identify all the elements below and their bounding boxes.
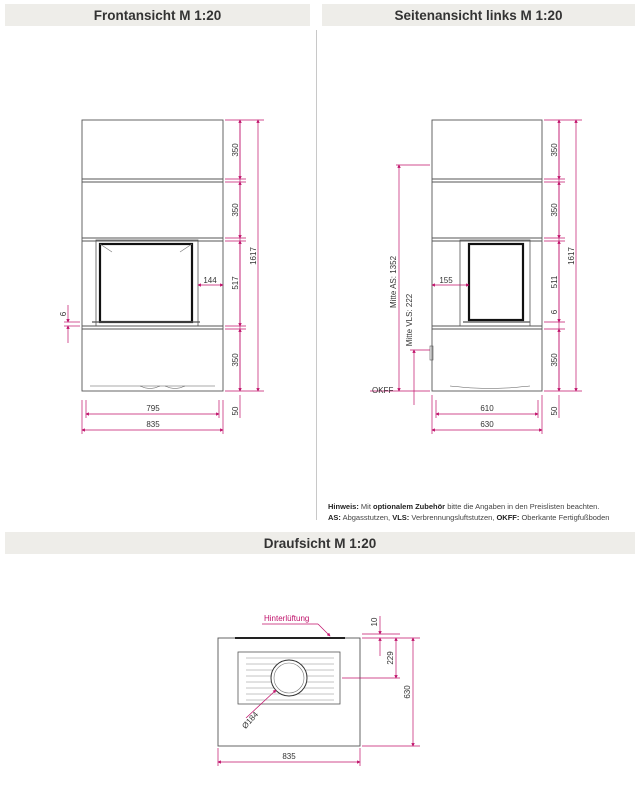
side-okff: OKFF <box>372 386 394 395</box>
side-dim-610: 610 <box>480 404 494 413</box>
side-dim-1617: 1617 <box>567 247 576 265</box>
hinweis-label: Hinweis: <box>328 502 359 511</box>
side-mitte-as: Mitte AS: 1352 <box>389 255 398 309</box>
front-firebox <box>96 240 198 326</box>
front-dim-50: 50 <box>231 406 240 416</box>
top-view-drawing <box>218 638 360 746</box>
as-label: AS: <box>328 513 341 522</box>
front-outline <box>82 120 223 391</box>
top-dim-835: 835 <box>282 752 296 761</box>
side-dim-350-bottom: 350 <box>550 353 559 367</box>
front-view-title: Frontansicht M 1:20 <box>93 7 222 23</box>
top-hinterlueftung: Hinterlüftung <box>264 614 310 623</box>
legend-note <box>328 501 638 523</box>
front-dim-6: 6 <box>59 311 68 317</box>
side-dim-50: 50 <box>550 406 559 416</box>
top-dimension-labels <box>240 614 412 761</box>
top-dim-229: 229 <box>386 651 395 665</box>
front-dim-350-top: 350 <box>231 143 240 157</box>
side-dim-511: 511 <box>550 275 559 289</box>
side-dim-155: 155 <box>439 276 453 285</box>
side-dimension-labels <box>372 143 576 429</box>
top-dim-10: 10 <box>370 617 379 627</box>
front-glass <box>100 244 192 322</box>
top-dim-630: 630 <box>403 685 412 699</box>
front-dim-350-upper: 350 <box>231 203 240 217</box>
side-mitte-vls: Mitte VLS: 222 <box>405 293 414 347</box>
hinweis-line <box>328 501 638 512</box>
okff-text: Oberkante Fertigfußboden <box>519 513 610 522</box>
as-text: Abgasstutzen, <box>340 513 393 522</box>
front-dim-1617: 1617 <box>249 247 258 265</box>
front-dim-350-bottom: 350 <box>231 353 240 367</box>
front-dim-835: 835 <box>146 420 160 429</box>
hinweis-text-2: bitte die Angaben in den Preislisten beachten. <box>445 502 600 511</box>
side-glass <box>469 244 523 320</box>
side-firebox <box>460 240 530 326</box>
front-dim-144: 144 <box>203 276 217 285</box>
side-dim-6: 6 <box>550 309 559 315</box>
top-dim-diameter: Ø184 <box>240 710 261 731</box>
side-dim-630: 630 <box>480 420 494 429</box>
top-flue-outlet <box>271 660 307 696</box>
front-view-drawing <box>82 120 223 391</box>
side-dim-350-upper: 350 <box>550 203 559 217</box>
abbreviations-line <box>328 512 638 523</box>
front-dim-795: 795 <box>146 404 160 413</box>
side-outline <box>432 120 542 391</box>
vls-label: VLS: <box>392 513 410 522</box>
side-dim-350-top: 350 <box>550 143 559 157</box>
side-view-drawing <box>430 120 542 391</box>
hinweis-bold: optionalem Zubehör <box>373 502 446 511</box>
side-view-title: Seitenansicht links M 1:20 <box>394 7 563 23</box>
vls-text: Verbrennungsluftstutzen, <box>409 513 497 522</box>
front-dim-517: 517 <box>231 276 240 290</box>
hinweis-text-1: Mit <box>358 502 374 511</box>
okff-label: OKFF: <box>496 513 520 522</box>
top-view-title: Draufsicht M 1:20 <box>263 535 377 551</box>
